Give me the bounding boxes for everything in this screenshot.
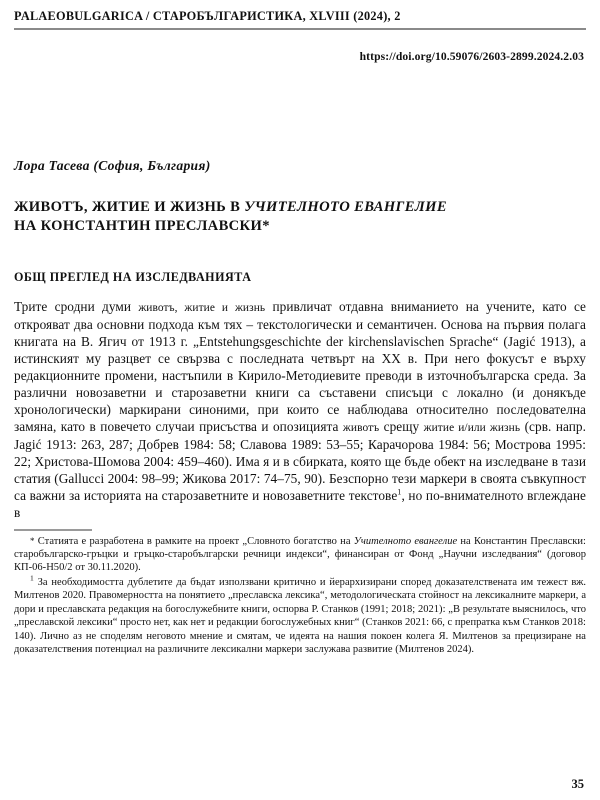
running-head: PALAEOBULGARICA / СТАРОБЪЛГАРИСТИКА, XLVIII (2024), 2 — [14, 9, 401, 23]
footnote-reference[interactable]: 1 — [397, 487, 402, 497]
title-second-line: НА КОНСТАНТИН ПРЕСЛАВСКИ — [14, 218, 263, 235]
footnotes-block — [14, 535, 586, 657]
cited-wordform: житие и/или жизнь — [423, 422, 521, 435]
page-number: 35 — [571, 777, 584, 791]
title-italic-part: УЧИТЕЛНОТО ЕВАНГЕЛИЕ — [244, 198, 447, 215]
cited-wordform: животъ — [342, 422, 380, 435]
body-segment: срещу — [379, 419, 424, 435]
footnote-separator-rule — [14, 529, 92, 531]
doi-row — [14, 47, 586, 65]
cited-wordform: животъ, житие и жизнь — [138, 301, 266, 314]
body-text — [14, 298, 586, 521]
footnote-italic-segment: Учителното евангелие — [353, 535, 458, 547]
doi-link[interactable]: https://doi.org/10.59076/2603-2899.2024.2.03 — [359, 49, 584, 63]
paragraph-1 — [14, 298, 586, 521]
footnote-segment: За необходимостта дублетите да бъдат използвани критично и йерархизирани според доказателствената им тежест вж. Милтенов 2020. Правомерността на понятието „преславска лексика“, методологическата стойност на лексикалните маркери, а дори и преславската редакция на богослужебните книги, оспорва Р. Станков (1991; 2018; 2021): „В результате выяснилось, что „преславской лексики“ просто нет, как нет и редакции богослужебных книг“ (Станков 2021: 66, с препратка към Станков 2018: 140). Лично аз не споделям неговото мнение и смятам, че идеята на нашия покоен колега Я. Милтенов за прецизиране на доказателствения потенциал на различните лексикални маркери заслужава развитие (Милтенов 2024). — [14, 576, 586, 656]
title-plain-part: ЖИВОТЪ, ЖИТИЕ И ЖИЗНЬ В — [14, 198, 245, 215]
article-title — [14, 198, 586, 237]
author-byline: Лора Тасева (София, България) — [14, 157, 211, 173]
body-segment: привличат отдавна вниманието на учените, като се открояват два основни подхода към тях – текстологически и семантичен. Основа на първия полага книгата на В. Ягич от 1913 г. „Entstehungsgeschichte der kirchenslavischen Sprache“ (Jagić 1913), а истинският му разцвет се свързва с последната четвърт на XX в. При него фокусът е върху редакционните промени, настъпили в Кирило-Методиевите преводи в източнобългарска среда. За различни новозаветни и старозаветни книги са съставени списъци с локално (и донякъде хронологически) маркирани синоними, при които се наблюдава относително последователна замяна, като в повечето случаи присъства и опозицията — [14, 298, 587, 435]
body-segment: Трите сродни думи — [14, 298, 139, 314]
footnote-marker: 1 — [30, 573, 34, 583]
footnote-item — [14, 535, 586, 575]
body-segment: (срв. напр. Jagić 1913: 263, 287; Добрев 1984: 58; Славова 1989: 53–55; Карачорова 1984: 56; Мострова 1995: 22; Христова-Шомова 2004: 459–460). Има я и в сбирката, която ще бъде обект на изследване в тази статия (Gallucci 2004: 98–99; Жикова 2017: 74–75, 90). Безспорно тези маркери в своята съвкупност са важни за историята на старозаветните и новозаветните текстове — [14, 419, 587, 503]
header-rule — [14, 28, 586, 30]
title-footnote-marker: * — [262, 218, 270, 235]
section-heading: ОБЩ ПРЕГЛЕД НА ИЗСЛЕДВАНИЯТА — [14, 269, 252, 284]
footnote-segment: на Константин Преславски: старобългарско-гръцки и гръцко-старобългарски речници индекси“, финансиран от Фонд „Научни изследвания“ (договор КП-06-Н50/2 от 30.11.2020). — [14, 535, 586, 574]
body-segment: , но по-внимателното вглеждане в — [14, 487, 586, 520]
footnote-item — [14, 573, 586, 657]
footnote-marker: * — [30, 535, 35, 546]
footnote-segment: Статията е разработена в рамките на проект „Словното богатство на — [34, 535, 354, 547]
